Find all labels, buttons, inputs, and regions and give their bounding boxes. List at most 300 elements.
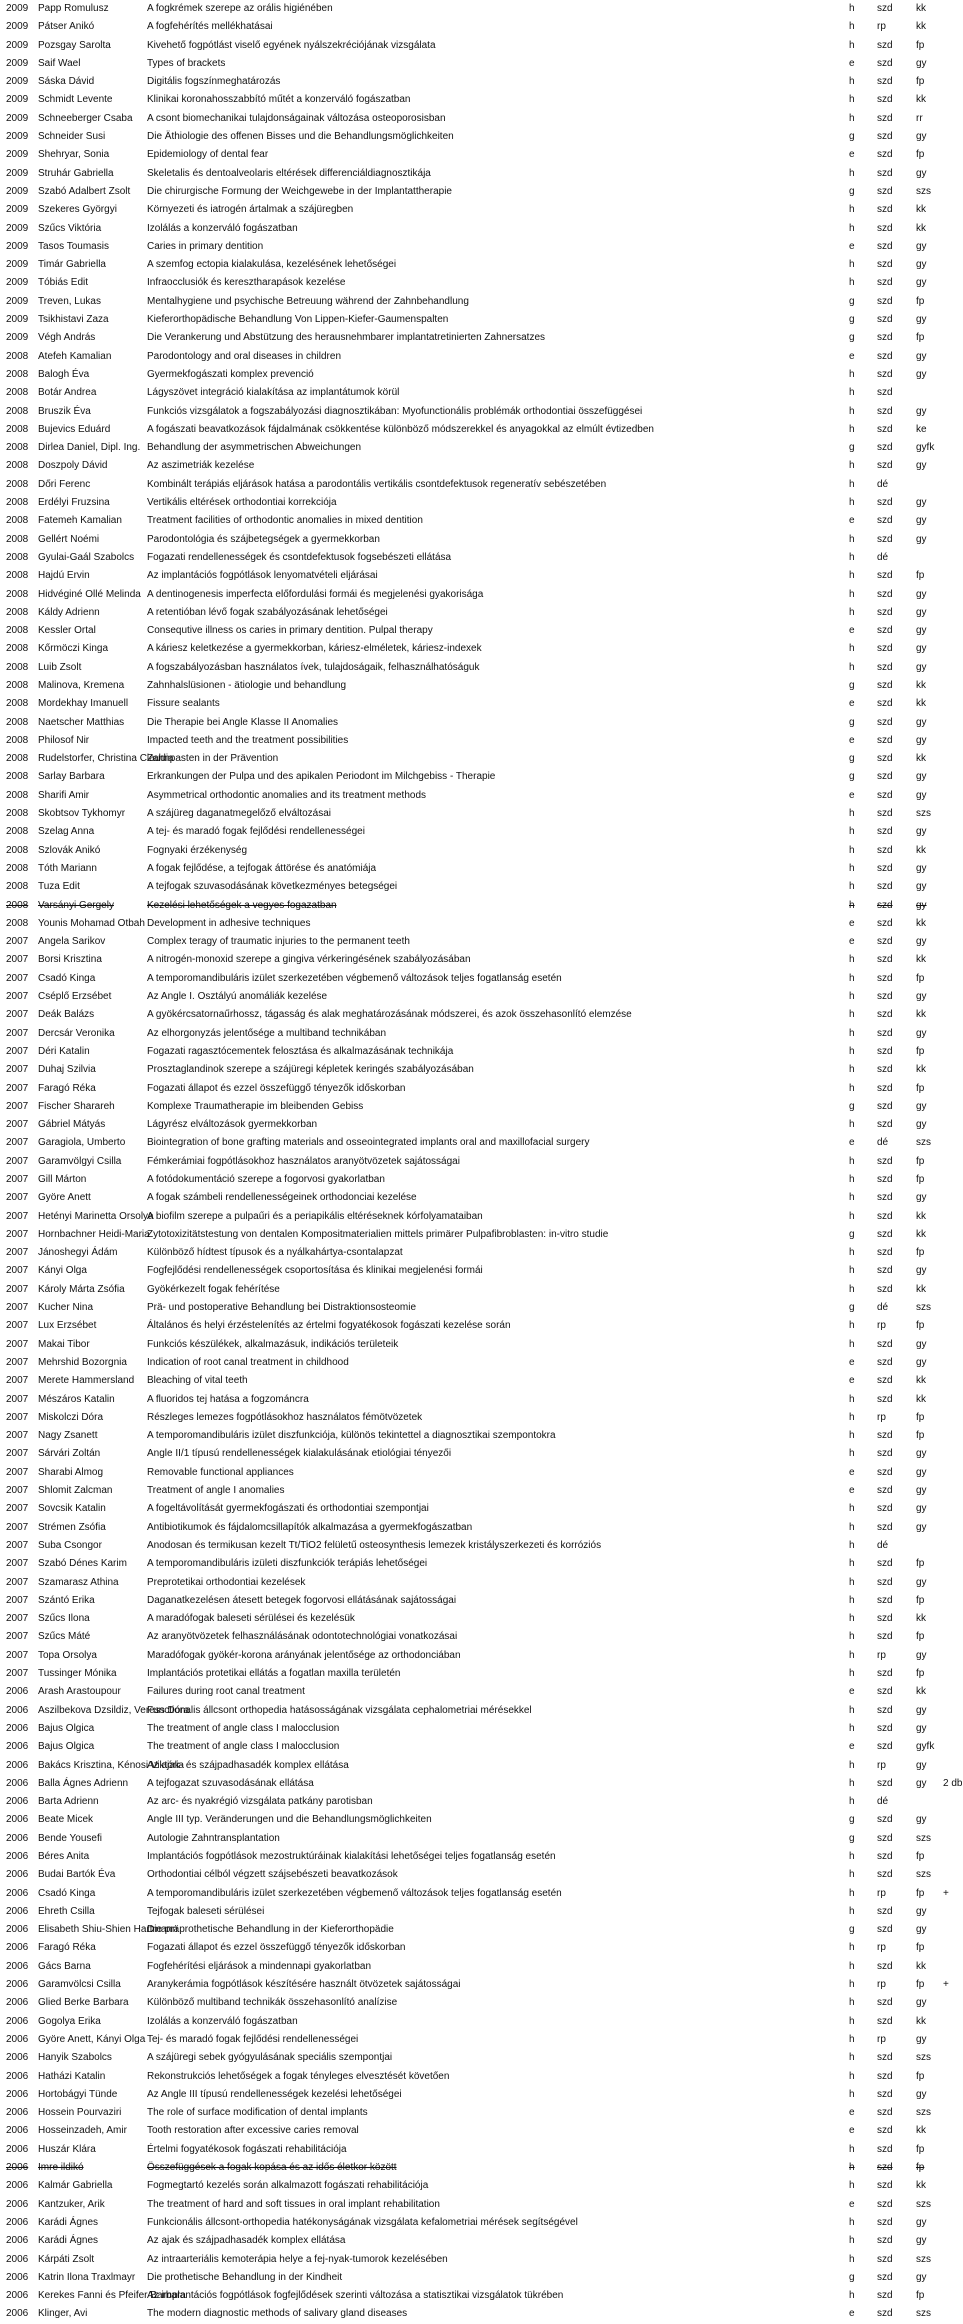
cell-kind: gy xyxy=(916,314,927,326)
cell-kind: gy xyxy=(916,1759,927,1771)
table-row xyxy=(0,915,960,933)
cell-title: Die chirurgische Formung der Weichgewebe in der Implantattherapie xyxy=(147,185,452,197)
cell-kind: gy xyxy=(916,1485,927,1497)
cell-kind: gyfk xyxy=(916,442,935,454)
cell-type: szd xyxy=(877,881,893,893)
cell-lang: e xyxy=(849,625,855,637)
cell-type: rp xyxy=(877,1759,886,1771)
cell-kind: kk xyxy=(916,1686,926,1698)
cell-type: dé xyxy=(877,478,889,490)
cell-lang: h xyxy=(849,387,855,399)
cell-kind: gy xyxy=(916,1704,927,1716)
table-row xyxy=(0,403,960,421)
table-row xyxy=(0,1628,960,1646)
cell-lang: h xyxy=(849,2088,855,2100)
cell-year: 2009 xyxy=(6,149,29,161)
cell-name: Fischer Sharareh xyxy=(38,1100,115,1112)
cell-kind: gy xyxy=(916,131,927,143)
cell-year: 2006 xyxy=(6,1942,29,1954)
cell-name: Beate Micek xyxy=(38,1814,94,1826)
cell-lang: h xyxy=(849,1869,855,1881)
cell-lang: g xyxy=(849,716,855,728)
cell-year: 2008 xyxy=(6,844,29,856)
cell-year: 2006 xyxy=(6,1704,29,1716)
cell-year: 2007 xyxy=(6,1503,29,1515)
cell-title: Fogazati rendellenességek és csontdefektusok fogsebészeti ellátása xyxy=(147,551,452,563)
cell-lang: h xyxy=(849,1155,855,1167)
cell-year: 2007 xyxy=(6,972,29,984)
cell-name: Tóbiás Edit xyxy=(38,277,89,289)
cell-name: Balla Ágnes Adrienn xyxy=(38,1777,129,1789)
cell-kind: fp xyxy=(916,2070,925,2082)
table-row xyxy=(0,293,960,311)
cell-kind: gy xyxy=(916,167,927,179)
cell-name: Strémen Zsófia xyxy=(38,1521,106,1533)
cell-title: Fogazati állapot és ezzel összefüggő tényezők időskorban xyxy=(147,1082,406,1094)
cell-title: Die prothetische Behandlung in der Kindheit xyxy=(147,2271,343,2283)
table-row xyxy=(0,2031,960,2049)
cell-type: szd xyxy=(877,112,893,124)
cell-name: Szabó Dénes Karim xyxy=(38,1558,127,1570)
cell-kind: gy xyxy=(916,1521,927,1533)
cell-year: 2006 xyxy=(6,1924,29,1936)
cell-lang: e xyxy=(849,2107,855,2119)
table-row xyxy=(0,1354,960,1372)
cell-lang: h xyxy=(849,39,855,51)
cell-title: Fognyaki érzékenység xyxy=(147,844,248,856)
cell-title: Die Therapie bei Angle Klasse II Anomalies xyxy=(147,716,339,728)
cell-year: 2008 xyxy=(6,899,29,911)
table-row xyxy=(0,1903,960,1921)
cell-kind: kk xyxy=(916,2125,926,2137)
cell-name: Bajus Olgica xyxy=(38,1722,95,1734)
cell-kind: kk xyxy=(916,1393,926,1405)
cell-lang: h xyxy=(849,588,855,600)
cell-type: szd xyxy=(877,1997,893,2009)
cell-year: 2007 xyxy=(6,1393,29,1405)
cell-type: dé xyxy=(877,551,889,563)
cell-lang: h xyxy=(849,2253,855,2265)
table-row xyxy=(0,1939,960,1957)
cell-title: Implantációs fogpótlások mezostruktúráinak kialakítási lehetőségei teljes fogatlanság esetén xyxy=(147,1850,556,1862)
cell-year: 2008 xyxy=(6,387,29,399)
cell-type: szd xyxy=(877,423,893,435)
cell-lang: h xyxy=(849,1448,855,1460)
cell-name: Sharifi Amir xyxy=(38,789,90,801)
cell-kind: gy xyxy=(916,515,927,527)
cell-lang: h xyxy=(849,1905,855,1917)
cell-title: Infraocclusiók és keresztharapások kezelése xyxy=(147,277,346,289)
table-row xyxy=(0,1262,960,1280)
cell-lang: h xyxy=(849,1320,855,1332)
cell-name: Györe Anett, Kányi Olga xyxy=(38,2033,146,2045)
table-row xyxy=(0,1336,960,1354)
cell-kind: kk xyxy=(916,1283,926,1295)
cell-year: 2008 xyxy=(6,679,29,691)
cell-type: szd xyxy=(877,350,893,362)
cell-lang: g xyxy=(849,442,855,454)
cell-year: 2007 xyxy=(6,991,29,1003)
cell-name: Shehryar, Sonia xyxy=(38,149,110,161)
table-row xyxy=(0,988,960,1006)
cell-title: Kivehető fogpótlást viselő egyének nyálszekréciójának vizsgálata xyxy=(147,39,436,51)
cell-type: szd xyxy=(877,1814,893,1826)
cell-title: A tej- és maradó fogak fejlődési rendellenességei xyxy=(147,826,365,838)
cell-type: szd xyxy=(877,185,893,197)
table-row xyxy=(0,1427,960,1445)
cell-title: Az aranyötvözetek felhasználásának odontotechnológiai vonatkozásai xyxy=(147,1631,458,1643)
cell-name: Faragó Réka xyxy=(38,1942,96,1954)
cell-name: Gábriel Mátyás xyxy=(38,1119,106,1131)
cell-type: szd xyxy=(877,1777,893,1789)
table-row xyxy=(0,494,960,512)
cell-name: Miskolczi Dóra xyxy=(38,1411,104,1423)
table-row xyxy=(0,2122,960,2140)
cell-title: A fogkrémek szerepe az orális higiénében xyxy=(147,3,333,14)
cell-name: Hidvéginé Ollé Melinda xyxy=(38,588,141,600)
cell-title: Vertikális eltérések orthodontiai korrekciója xyxy=(147,497,337,509)
cell-kind: gy xyxy=(916,2271,927,2283)
cell-year: 2007 xyxy=(6,1356,29,1368)
cell-lang: h xyxy=(849,1539,855,1551)
cell-lang: h xyxy=(849,1009,855,1021)
cell-type: szd xyxy=(877,1119,893,1131)
cell-type: szd xyxy=(877,1722,893,1734)
cell-title: The treatment of angle class I malocclusion xyxy=(147,1722,340,1734)
cell-year: 2008 xyxy=(6,753,29,765)
cell-kind: kk xyxy=(916,1960,926,1972)
cell-title: Funkciós készülékek, alkalmazásuk, indikációs területeik xyxy=(147,1338,399,1350)
cell-type: szd xyxy=(877,2198,893,2210)
cell-name: Fatemeh Kamalian xyxy=(38,515,122,527)
cell-type: szd xyxy=(877,1594,893,1606)
cell-year: 2007 xyxy=(6,1558,29,1570)
cell-year: 2006 xyxy=(6,1686,29,1698)
cell-kind: gy xyxy=(916,1722,927,1734)
cell-lang: h xyxy=(849,899,855,911)
cell-name: Schmidt Levente xyxy=(38,94,113,106)
cell-type: rp xyxy=(877,2033,886,2045)
table-row xyxy=(0,1080,960,1098)
cell-name: Mehrshid Bozorgnia xyxy=(38,1356,127,1368)
table-row xyxy=(0,878,960,896)
cell-title: A káriesz keletkezése a gyermekkorban, káriesz-elméletek, káriesz-indexek xyxy=(147,643,482,655)
table-row xyxy=(0,384,960,402)
cell-name: Katrin Ilona Traxlmayr xyxy=(38,2271,136,2283)
cell-year: 2006 xyxy=(6,2125,29,2137)
table-row xyxy=(0,311,960,329)
cell-name: Hosseinzadeh, Amir xyxy=(38,2125,127,2137)
cell-lang: h xyxy=(849,808,855,820)
table-row xyxy=(0,457,960,475)
cell-year: 2009 xyxy=(6,332,29,344)
cell-name: Deák Balázs xyxy=(38,1009,95,1021)
table-row xyxy=(0,1537,960,1555)
cell-year: 2008 xyxy=(6,789,29,801)
cell-name: Bujevics Eduárd xyxy=(38,423,111,435)
cell-kind: gy xyxy=(916,2216,927,2228)
cell-name: Kányi Olga xyxy=(38,1265,87,1277)
cell-lang: h xyxy=(849,2162,855,2174)
cell-title: Complex teragy of traumatic injuries to the permanent teeth xyxy=(147,936,410,948)
cell-type: szd xyxy=(877,2143,893,2155)
cell-lang: h xyxy=(849,661,855,673)
table-row xyxy=(0,586,960,604)
cell-type: szd xyxy=(877,57,893,69)
cell-name: Makai Tibor xyxy=(38,1338,90,1350)
cell-title: Preprotetikai orthodontiai kezelések xyxy=(147,1576,306,1588)
cell-type: szd xyxy=(877,295,893,307)
table-row xyxy=(0,714,960,732)
cell-lang: h xyxy=(849,1704,855,1716)
cell-title: Maradófogak gyökér-korona arányának jelentősége az orthodonciában xyxy=(147,1649,461,1661)
table-row xyxy=(0,1519,960,1537)
table-row xyxy=(0,640,960,658)
cell-year: 2008 xyxy=(6,551,29,563)
cell-title: Funkciós vizsgálatok a fogszabályozási diagnosztikában: Myofunctionális problémák orthodontiai összefüggései xyxy=(147,405,643,417)
cell-lang: h xyxy=(849,1649,855,1661)
cell-name: Budai Bartók Éva xyxy=(38,1869,116,1881)
cell-title: Környezeti és iatrogén ártalmak a szájüregben xyxy=(147,204,354,216)
cell-kind: gy xyxy=(916,2235,927,2247)
table-row xyxy=(0,567,960,585)
cell-title: Anodosan és termikusan kezelt Tt/TiO2 felületű osteosynthesis lemezek kristályszerkezeti és korróziós xyxy=(147,1539,602,1551)
table-row xyxy=(0,0,960,18)
cell-kind: gy xyxy=(916,643,927,655)
cell-year: 2007 xyxy=(6,1174,29,1185)
cell-lang: g xyxy=(849,1832,855,1844)
cell-type: dé xyxy=(877,1302,889,1314)
cell-name: Dercsár Veronika xyxy=(38,1027,115,1039)
cell-lang: h xyxy=(849,2290,855,2302)
cell-title: Parodontology and oral diseases in children xyxy=(147,350,342,362)
table-row xyxy=(0,951,960,969)
cell-name: Mészáros Katalin xyxy=(38,1393,115,1405)
table-row xyxy=(0,1958,960,1976)
table-row xyxy=(0,1244,960,1262)
cell-lang: h xyxy=(849,1576,855,1588)
cell-year: 2006 xyxy=(6,1960,29,1972)
cell-name: Pátser Anikó xyxy=(38,21,95,33)
cell-type: szd xyxy=(877,826,893,838)
cell-lang: e xyxy=(849,1466,855,1478)
cell-year: 2007 xyxy=(6,1009,29,1021)
cell-name: Kucher Nina xyxy=(38,1302,94,1314)
cell-title: Prosztaglandinok szerepe a szájüregi képletek keringés szabályozásában xyxy=(147,1064,474,1076)
table-row xyxy=(0,1317,960,1335)
cell-title: Gyökérkezelt fogak fehérítése xyxy=(147,1283,280,1295)
table-row xyxy=(0,1702,960,1720)
table-row xyxy=(0,677,960,695)
cell-title: Consequtive illness os caries in primary dentition. Pulpal therapy xyxy=(147,625,433,637)
table-row xyxy=(0,1482,960,1500)
cell-type: szd xyxy=(877,1009,893,1021)
cell-name: Karádi Ágnes xyxy=(38,2235,99,2247)
cell-kind: fp xyxy=(916,2143,925,2155)
cell-year: 2006 xyxy=(6,2180,29,2192)
table-row xyxy=(0,1720,960,1738)
table-row xyxy=(0,1555,960,1573)
cell-title: A retentióban lévő fogak szabályozásának lehetőségei xyxy=(147,606,388,618)
cell-year: 2009 xyxy=(6,112,29,124)
cell-kind: fp xyxy=(916,1979,925,1991)
cell-name: Balogh Éva xyxy=(38,368,90,380)
cell-title: Treatment of angle I anomalies xyxy=(147,1485,285,1497)
cell-lang: h xyxy=(849,1960,855,1972)
cell-lang: h xyxy=(849,826,855,838)
cell-lang: h xyxy=(849,2052,855,2064)
cell-lang: h xyxy=(849,2070,855,2082)
cell-type: szd xyxy=(877,643,893,655)
cell-year: 2008 xyxy=(6,497,29,509)
cell-name: Szűcs Viktória xyxy=(38,222,102,234)
cell-name: Sáska Dávid xyxy=(38,76,95,88)
table-row xyxy=(0,1464,960,1482)
cell-year: 2007 xyxy=(6,1613,29,1625)
table-row xyxy=(0,805,960,823)
cell-lang: h xyxy=(849,1283,855,1295)
cell-type: szd xyxy=(877,661,893,673)
cell-title: Asymmetrical orthodontic anomalies and its treatment methods xyxy=(147,789,427,801)
cell-type: szd xyxy=(877,1045,893,1057)
cell-kind: fp xyxy=(916,1668,925,1680)
cell-year: 2008 xyxy=(6,460,29,472)
cell-type: szd xyxy=(877,39,893,51)
cell-type: szd xyxy=(877,204,893,216)
cell-kind: gy xyxy=(916,826,927,838)
cell-year: 2008 xyxy=(6,734,29,746)
cell-name: Szelag Anna xyxy=(38,826,95,838)
cell-title: Indication of root canal treatment in childhood xyxy=(147,1356,349,1368)
cell-lang: h xyxy=(849,460,855,472)
cell-title: Tooth restoration after excessive caries removal xyxy=(147,2125,359,2137)
cell-lang: h xyxy=(849,570,855,582)
table-row xyxy=(0,1043,960,1061)
cell-type: szd xyxy=(877,862,893,874)
cell-type: szd xyxy=(877,753,893,765)
cell-kind: fp xyxy=(916,1594,925,1606)
cell-lang: e xyxy=(849,2125,855,2137)
cell-title: A dentinogenesis imperfecta előfordulási formái és megjelenési gyakorisága xyxy=(147,588,484,600)
cell-kind: szs xyxy=(916,2198,931,2210)
cell-kind: szs xyxy=(916,2253,931,2265)
cell-kind: gy xyxy=(916,405,927,417)
cell-title: A maradófogak baleseti sérülései és kezelésük xyxy=(147,1613,355,1625)
cell-kind: fp xyxy=(916,1942,925,1954)
cell-year: 2007 xyxy=(6,1045,29,1057)
cell-type: szd xyxy=(877,1247,893,1259)
table-row xyxy=(0,823,960,841)
cell-kind: gy xyxy=(916,771,927,783)
table-row xyxy=(0,1775,963,1793)
cell-type: szd xyxy=(877,1210,893,1222)
cell-type: szd xyxy=(877,991,893,1003)
cell-title: Fogfejlődési rendellenességek csoportosítása és klinikai megjelenési formái xyxy=(147,1265,483,1277)
cell-type: szd xyxy=(877,1558,893,1570)
table-row xyxy=(0,256,960,274)
cell-extra: + xyxy=(943,1979,949,1991)
cell-type: szd xyxy=(877,734,893,746)
cell-lang: g xyxy=(849,2271,855,2283)
cell-type: szd xyxy=(877,1174,893,1185)
cell-title: Implantációs protetikai ellátás a fogatlan maxilla területén xyxy=(147,1668,401,1680)
cell-title: Az ajak- és szájpadhasadék komplex ellátása xyxy=(147,1759,349,1771)
cell-type: szd xyxy=(877,1082,893,1094)
cell-title: Komplexe Traumatherapie im bleibenden Gebiss xyxy=(147,1100,364,1112)
cell-lang: h xyxy=(849,1796,855,1808)
cell-title: A tejfogazat szuvasodásának ellátása xyxy=(147,1777,314,1789)
cell-kind: gy xyxy=(916,497,927,509)
table-row xyxy=(0,220,960,238)
table-row xyxy=(0,860,960,878)
table-row xyxy=(0,274,960,292)
cell-year: 2008 xyxy=(6,771,29,783)
cell-name: Borsi Krisztina xyxy=(38,954,102,966)
cell-kind: kk xyxy=(916,954,926,966)
cell-type: szd xyxy=(877,1686,893,1698)
cell-year: 2006 xyxy=(6,2015,29,2027)
table-row xyxy=(0,1391,960,1409)
table-row xyxy=(0,787,960,805)
cell-year: 2007 xyxy=(6,1448,29,1460)
cell-year: 2006 xyxy=(6,1722,29,1734)
cell-name: Szántó Erika xyxy=(38,1594,95,1606)
cell-year: 2008 xyxy=(6,862,29,874)
cell-lang: h xyxy=(849,844,855,856)
cell-lang: e xyxy=(849,1356,855,1368)
cell-lang: e xyxy=(849,734,855,746)
cell-year: 2008 xyxy=(6,917,29,929)
cell-lang: h xyxy=(849,405,855,417)
table-row xyxy=(0,1738,960,1756)
cell-name: Káldy Adrienn xyxy=(38,606,100,618)
cell-name: Karádi Ágnes xyxy=(38,2216,99,2228)
cell-title: Functionalis állcsont orthopedia hatásosságának vizsgálata cephalometriai mérésekkel xyxy=(147,1704,532,1716)
cell-extra: + xyxy=(943,1887,949,1899)
cell-lang: h xyxy=(849,1192,855,1204)
cell-type: dé xyxy=(877,1539,889,1551)
cell-title: Parodontológia és szájbetegségek a gyermekkorban xyxy=(147,533,380,545)
cell-title: A fogak számbeli rendellenességeinek orthodonciai kezelése xyxy=(147,1192,417,1204)
cell-year: 2006 xyxy=(6,2271,29,2283)
cell-lang: h xyxy=(849,497,855,509)
cell-name: Hajdú Ervin xyxy=(38,570,90,582)
cell-name: Doszpoly Dávid xyxy=(38,460,108,472)
cell-type: szd xyxy=(877,1064,893,1076)
table-row xyxy=(0,2287,960,2305)
cell-type: szd xyxy=(877,1668,893,1680)
cell-type: szd xyxy=(877,167,893,179)
cell-lang: h xyxy=(849,1045,855,1057)
cell-type: szd xyxy=(877,716,893,728)
cell-lang: h xyxy=(849,1850,855,1862)
cell-type: szd xyxy=(877,1613,893,1625)
table-row xyxy=(0,897,960,915)
cell-year: 2008 xyxy=(6,515,29,527)
cell-kind: gy xyxy=(916,1448,927,1460)
cell-kind: fp xyxy=(916,1430,925,1442)
cell-name: Gyulai-Gaál Szabolcs xyxy=(38,551,135,563)
table-row xyxy=(0,2214,960,2232)
table-row xyxy=(0,1281,960,1299)
cell-title: Failures during root canal treatment xyxy=(147,1686,305,1698)
cell-name: Kárpáti Zsolt xyxy=(38,2253,95,2265)
cell-type: szd xyxy=(877,1631,893,1643)
cell-title: Izolálás a konzerváló fogászatban xyxy=(147,222,298,234)
cell-year: 2006 xyxy=(6,1997,29,2009)
cell-name: Huszár Klára xyxy=(38,2143,96,2155)
cell-kind: kk xyxy=(916,679,926,691)
